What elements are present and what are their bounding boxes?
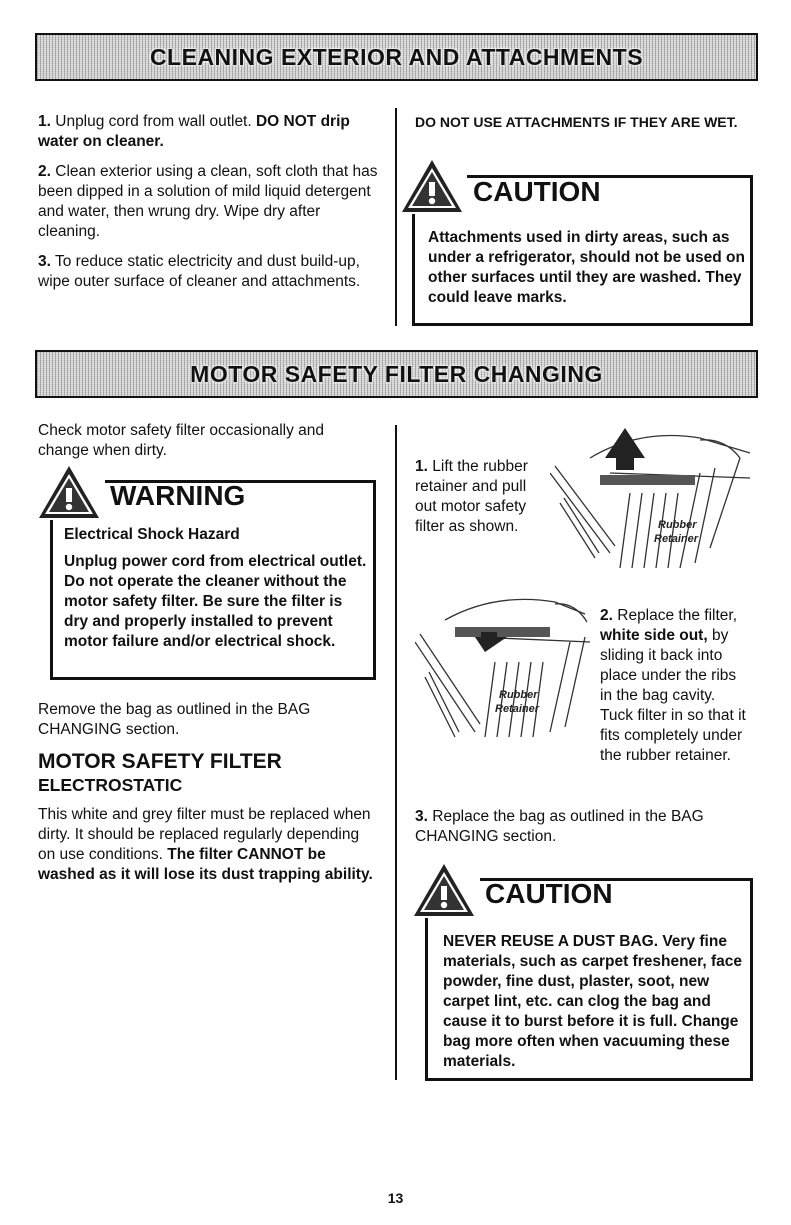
figure-label-rubber: Rubber — [499, 689, 538, 701]
filter-heading: MOTOR SAFETY FILTER — [38, 750, 282, 773]
caution-title: CAUTION — [473, 176, 601, 207]
page-number: 13 — [387, 1190, 404, 1206]
caution-text: Attachments used in dirty areas, such as under a refrigerator, should not be used on other surfaces until they are washed. They could leave marks. — [428, 229, 745, 306]
cleaning-step-2: 2. Clean exterior using a clean, soft cloth that has been dipped in a solution of mild liquid detergent and water, then wrung dry. Wipe dry after cleaning. — [38, 163, 378, 240]
cleaning-step-1: 1. Unplug cord from wall outlet. DO NOT drip water on cleaner. — [38, 113, 350, 150]
filter-intro: Check motor safety filter occasionally and change when dirty. — [38, 422, 325, 459]
section-banner-filter — [35, 350, 758, 398]
figure-label-rubber: Rubber — [658, 519, 697, 531]
warning-text: Unplug power cord from electrical outlet. Do not operate the cleaner without the motor safety filter. Be sure the filter is dry and properly installed to prevent motor failure and/or electrical shock. — [64, 553, 367, 650]
warning-triangle-icon — [412, 862, 476, 918]
cleaning-step-3: 3. To reduce static electricity and dust build-up, wipe outer surface of cleaner and attachments. — [38, 253, 361, 290]
cleaning-steps — [38, 112, 378, 302]
warning-triangle-icon — [400, 158, 464, 214]
figure-label-retainer: Retainer — [495, 703, 540, 715]
section-title: MOTOR SAFETY FILTER CHANGING — [190, 360, 603, 387]
filter-step-3: 3. Replace the bag as outlined in the BAG CHANGING section. — [415, 808, 704, 845]
warning-subtitle: Electrical Shock Hazard — [64, 526, 240, 543]
filter-description: This white and grey filter must be replaced when dirty. It should be replaced regularly depending on use conditions. The filter CANNOT be washed as it will lose its dust trapping ability. — [38, 806, 373, 883]
figure-label-retainer: Retainer — [654, 533, 699, 545]
filter-subheading: ELECTROSTATIC — [38, 775, 183, 795]
warning-title: WARNING — [110, 480, 246, 511]
wet-attachments-note: DO NOT USE ATTACHMENTS IF THEY ARE WET. — [415, 114, 738, 130]
filter-step-1: 1. Lift the rubber retainer and pull out motor safety filter as shown. — [415, 458, 528, 535]
section-banner-cleaning — [35, 33, 758, 81]
filter-removal-illustration — [550, 418, 760, 576]
column-divider — [395, 108, 397, 326]
warning-triangle-icon — [37, 464, 101, 520]
caution-title: CAUTION — [485, 878, 613, 909]
remove-bag-text: Remove the bag as outlined in the BAG CHANGING section. — [38, 701, 311, 738]
caution-text: NEVER REUSE A DUST BAG. Very fine materials, such as carpet freshener, face powder, fine dust, plaster, soot, new carpet lint, etc. can clog the bag and cause it to burst before it is full. Change bag more often when vacuuming these materials. — [443, 933, 742, 1070]
filter-replacement-illustration — [415, 582, 595, 742]
column-divider — [395, 425, 397, 1080]
section-title: CLEANING EXTERIOR AND ATTACHMENTS — [149, 43, 644, 70]
filter-step-2: 2. Replace the filter, white side out, by sliding it back into place under the ribs in the bag cavity. Tuck filter in so that it fits completely under the rubber retainer. — [600, 607, 746, 764]
